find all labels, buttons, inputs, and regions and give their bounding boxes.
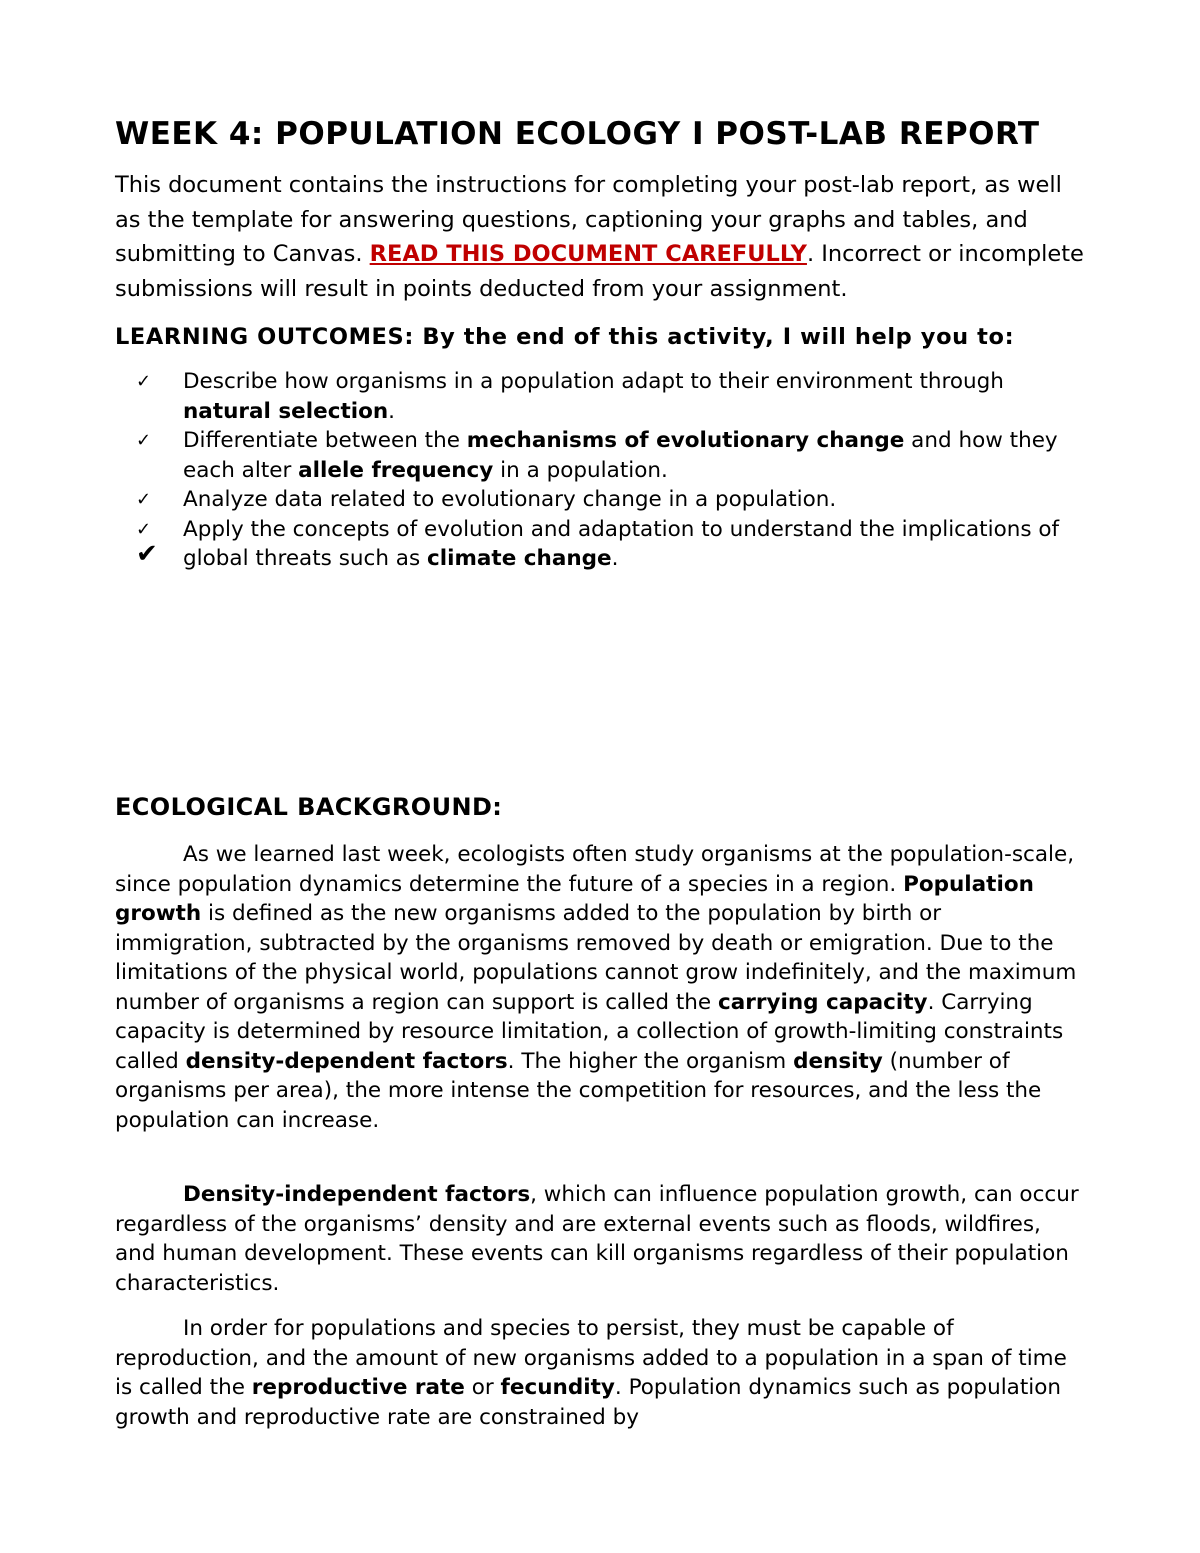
learning-outcomes-heading: LEARNING OUTCOMES: By the end of this activity, I will help you to: (115, 324, 1015, 350)
background-paragraph-2 (115, 1180, 1085, 1298)
outcome-text: in a population. (493, 457, 668, 483)
outcome-text: global threats such as (183, 546, 428, 571)
term-bold: density-dependent factors (185, 1048, 508, 1074)
paragraph-text: or (464, 1375, 501, 1400)
paragraph-text: , which can influence population growth, can occur regardless of the organisms’ density and are external events such as floods, wildfires, and human development. These events can kill organisms regardless of their population characteristics. (115, 1182, 1079, 1296)
checkmark-icon: ✓ (136, 518, 152, 540)
background-paragraph-1 (115, 840, 1085, 1135)
checkmark-icon: ✓ (136, 489, 152, 510)
document-content (115, 112, 1085, 1430)
paragraph-text: As we learned last week, ecologists often study organisms at the population-scale, since population dynamics determine the future of a species in a region. (115, 842, 1075, 897)
outcome-bold: climate change (427, 546, 612, 571)
page-title: WEEK 4: POPULATION ECOLOGY I POST-LAB REPORT (115, 116, 1040, 152)
learning-outcomes-list (115, 367, 1085, 574)
term-bold: Population growth (115, 871, 1034, 926)
list-item (136, 426, 1085, 485)
outcome-text-cont (136, 539, 1085, 574)
outcome-text: Apply the concepts of evolution and adaptation to understand the implications of (183, 516, 1060, 542)
outcome-bold: mechanisms of evolutionary change (466, 428, 905, 453)
outcome-text: and how they each alter (183, 428, 1058, 483)
paragraph-text: In order for populations and species to persist, they must be capable of reproduction, and the amount of new organisms added to a population in a span of time is called the (115, 1316, 1067, 1400)
outcome-punct: . (388, 398, 396, 424)
term-bold: carrying capacity (717, 989, 928, 1015)
outcome-text: Analyze data related to evolutionary change in a population. (183, 487, 837, 512)
term-bold: reproductive rate (251, 1375, 465, 1400)
paragraph-text: (number of organisms per area), the more intense the competition for resources, and the less the population can increase. (115, 1048, 1042, 1133)
outcome-bold: allele frequency (298, 457, 494, 483)
warning-text: READ THIS DOCUMENT CAREFULLY (369, 241, 807, 267)
term-bold: fecundity (500, 1375, 615, 1400)
list-item (136, 367, 1085, 426)
list-item (136, 515, 1085, 574)
paragraph-text: . The higher the organism (507, 1048, 794, 1074)
background-paragraph-3 (115, 1314, 1085, 1432)
term-bold: density (793, 1048, 883, 1074)
paragraph-text: . Carrying capacity is determined by resource limitation, a collection of growth-limiting constraints called (115, 989, 1064, 1074)
outcome-text: Describe how organisms in a population adapt to their environment through (183, 369, 1004, 394)
intro-text: This document contains the instructions for completing your post-lab report, as well as the template for answering questions, captioning your graphs and tables, and submitting to Canvas. (115, 172, 1062, 267)
outcome-punct: . (611, 546, 619, 571)
paragraph-text: . Population dynamics such as population growth and reproductive rate are constrained by (115, 1375, 1062, 1430)
checkmark-icon: ✓ (136, 371, 152, 392)
outcome-bold: natural selection (183, 398, 389, 424)
section-heading: ECOLOGICAL BACKGROUND: (115, 793, 503, 821)
outcome-text: Differentiate between the (183, 428, 467, 453)
paragraph-text: is defined as the new organisms added to the population by birth or immigration, subtracted by the organisms removed by death or emigration. Due to the limitations of the physical world, populations cannot grow indefinitely, and the maximum number of organisms a region can support is called the (115, 901, 1077, 1015)
term-bold: Density-independent factors (183, 1182, 531, 1207)
checkmark-icon: ✔ (136, 539, 158, 569)
outcome-text-cont (183, 397, 1085, 427)
intro-paragraph (115, 168, 1085, 306)
checkmark-icon: ✓ (136, 430, 152, 451)
list-item (136, 485, 1085, 515)
intro-text-end: . Incorrect or incomplete submissions will result in points deducted from your assignment. (115, 241, 1084, 302)
